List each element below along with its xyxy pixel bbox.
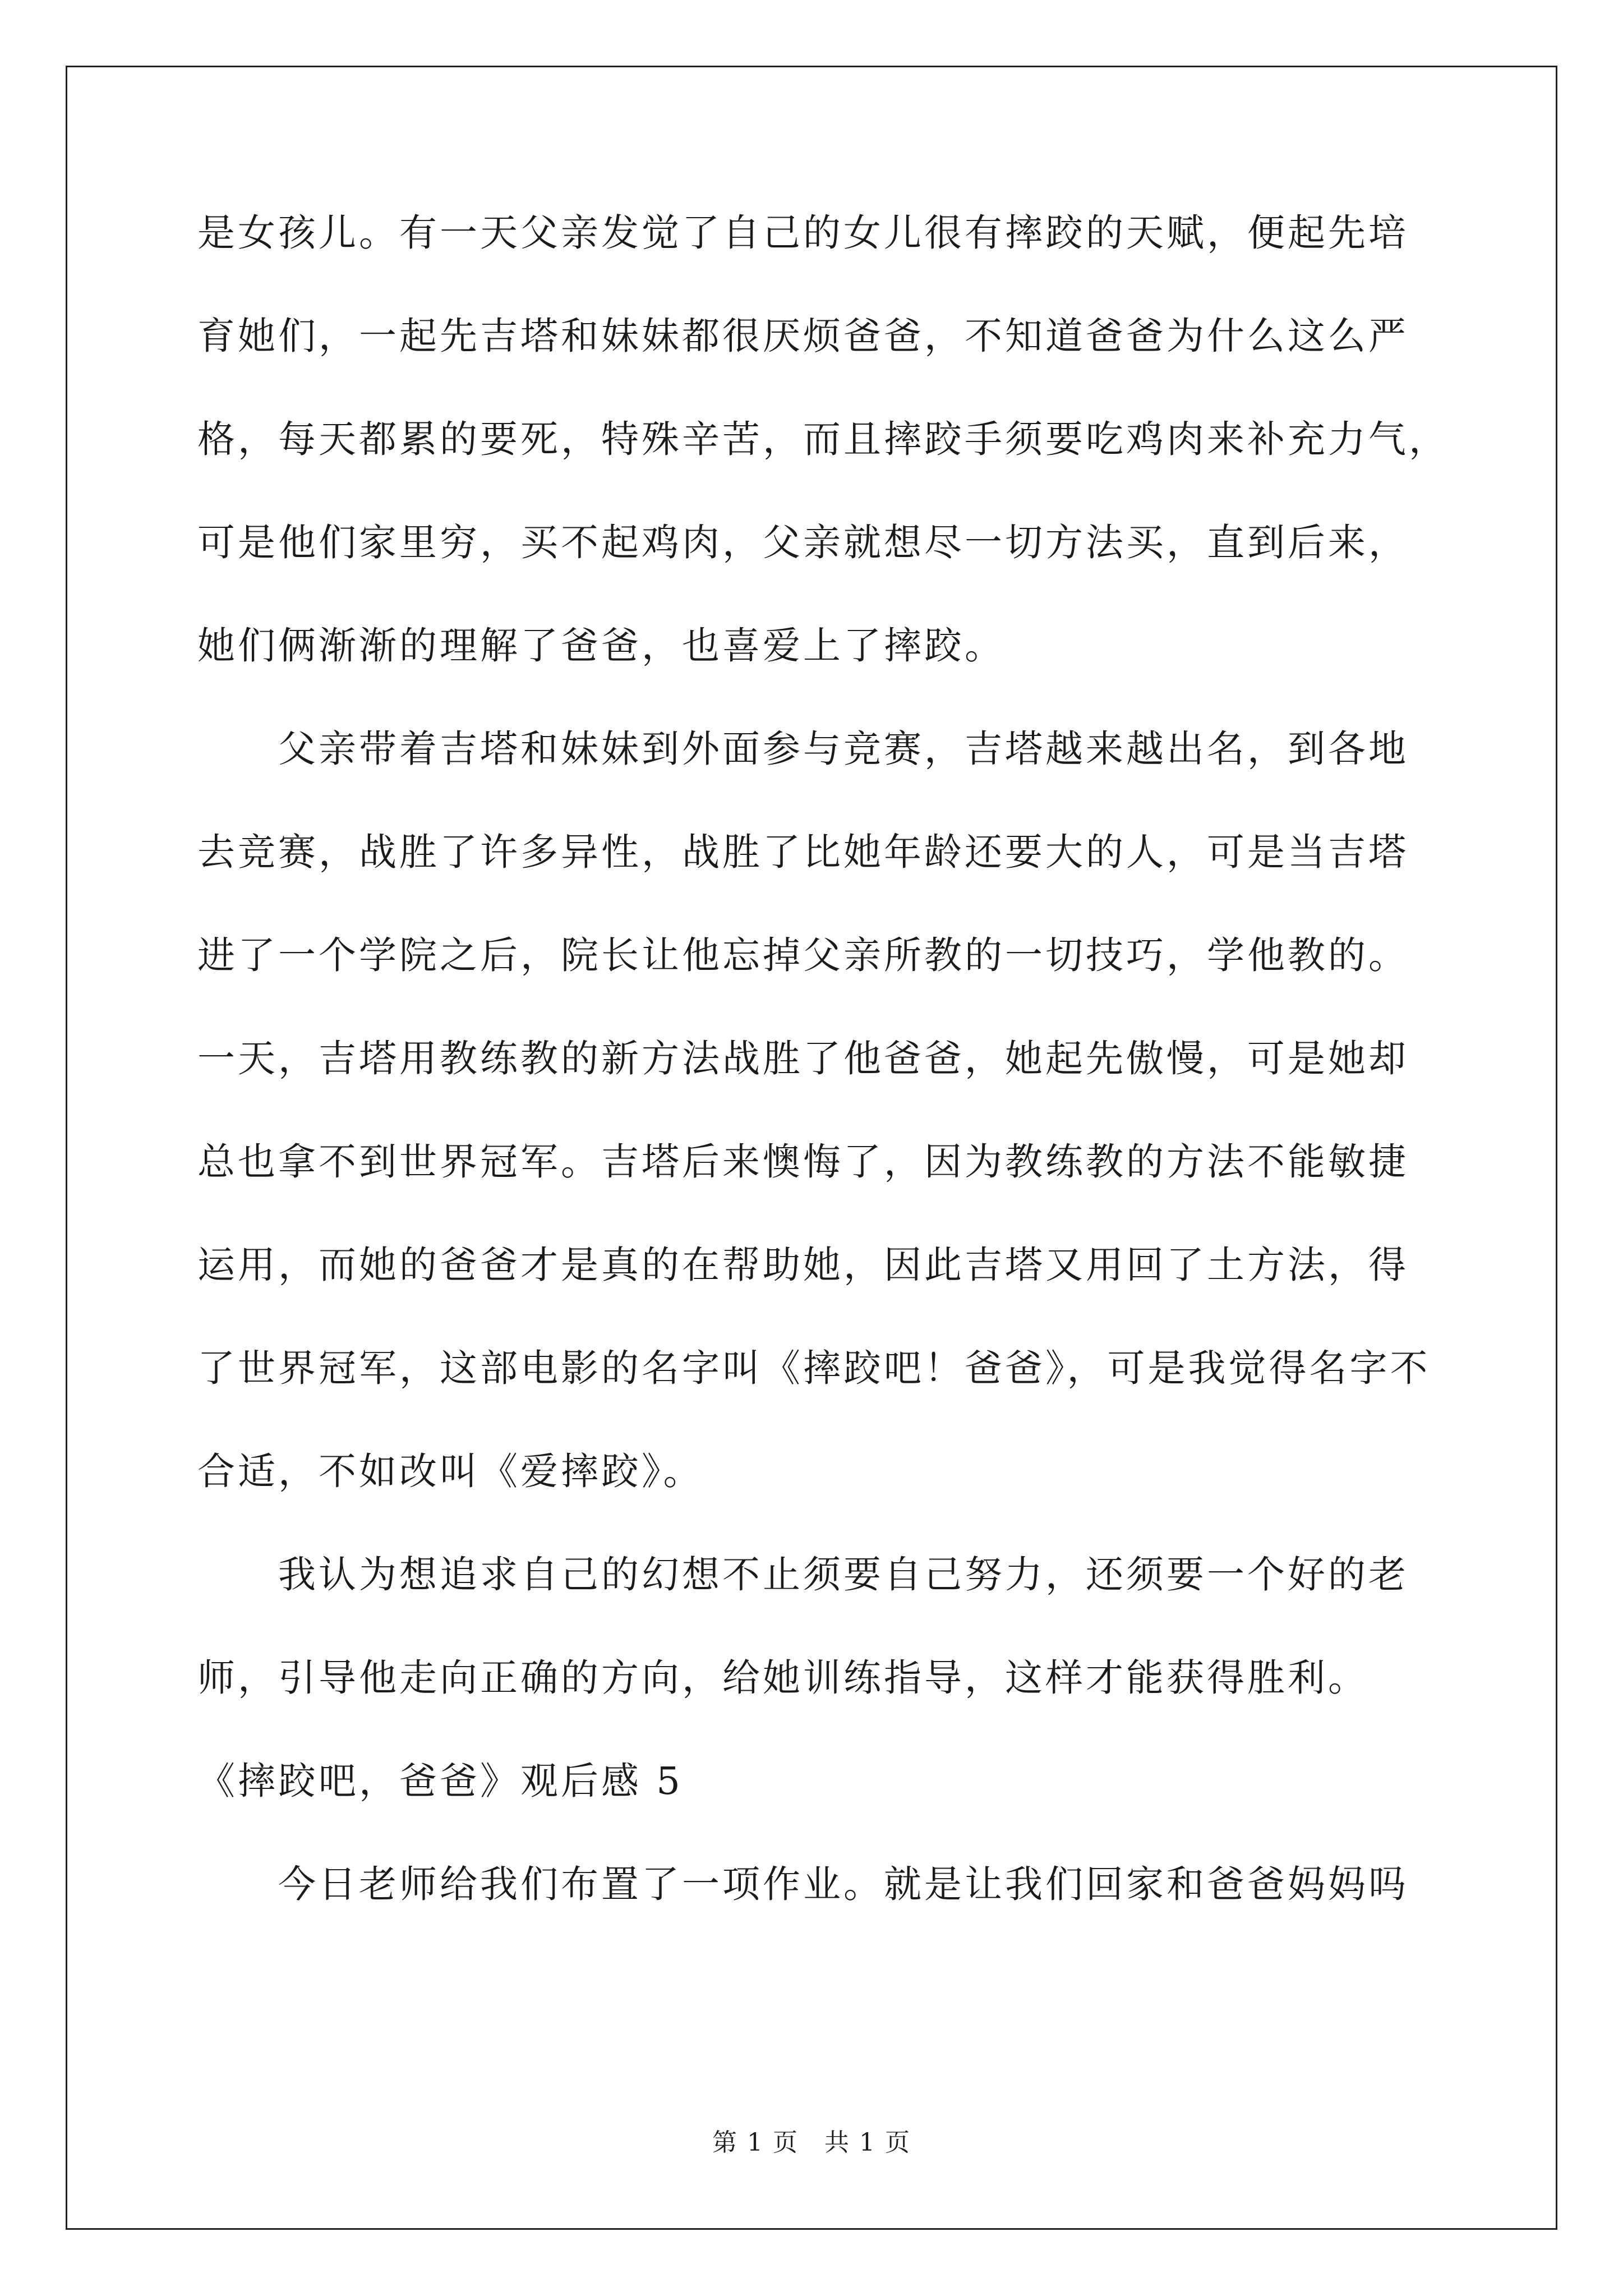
text-line: 一天，吉塔用教练教的新方法战胜了他爸爸，她起先傲慢，可是她却: [197, 1037, 1409, 1080]
text-line: 师，引导他走向正确的方向，给她训练指导，这样才能获得胜利。: [197, 1656, 1368, 1700]
text-line: 今日老师给我们布置了一项作业。就是让我们回家和爸爸妈妈吗: [197, 1862, 1409, 1906]
text-line: 了世界冠军，这部电影的名字叫《摔跤吧！爸爸》，可是我觉得名字不: [197, 1346, 1431, 1390]
text-line: 格，每天都累的要死，特殊辛苦，而且摔跤手须要吃鸡肉来补充力气，: [197, 417, 1449, 461]
section-heading: 《摔跤吧，爸爸》观后感 5: [197, 1759, 683, 1803]
page-footer: 第 1 页 共 1 页: [712, 2128, 911, 2157]
text-line: 我认为想追求自己的幻想不止须要自己努力，还须要一个好的老: [197, 1553, 1409, 1596]
text-line: 是女孩儿。有一天父亲发觉了自己的女儿很有摔跤的天赋，便起先培: [197, 211, 1409, 255]
text-line: 她们俩渐渐的理解了爸爸，也喜爱上了摔跤。: [197, 624, 1005, 668]
text-line: 育她们，一起先吉塔和妹妹都很厌烦爸爸，不知道爸爸为什么这么严: [197, 314, 1409, 358]
text-line: 去竞赛，战胜了许多异性，战胜了比她年龄还要大的人，可是当吉塔: [197, 830, 1409, 874]
text-line: 可是他们家里穷，买不起鸡肉，父亲就想尽一切方法买，直到后来，: [197, 521, 1409, 564]
text-line: 父亲带着吉塔和妹妹到外面参与竞赛，吉塔越来越出名，到各地: [197, 727, 1409, 771]
text-line: 运用，而她的爸爸才是真的在帮助她，因此吉塔又用回了土方法，得: [197, 1243, 1409, 1287]
text-line: 进了一个学院之后，院长让他忘掉父亲所教的一切技巧，学他教的。: [197, 933, 1409, 977]
text-line: 合适，不如改叫《爱摔跤》。: [197, 1450, 704, 1493]
text-line: 总也拿不到世界冠军。吉塔后来懊悔了，因为教练教的方法不能敏捷: [197, 1140, 1409, 1184]
